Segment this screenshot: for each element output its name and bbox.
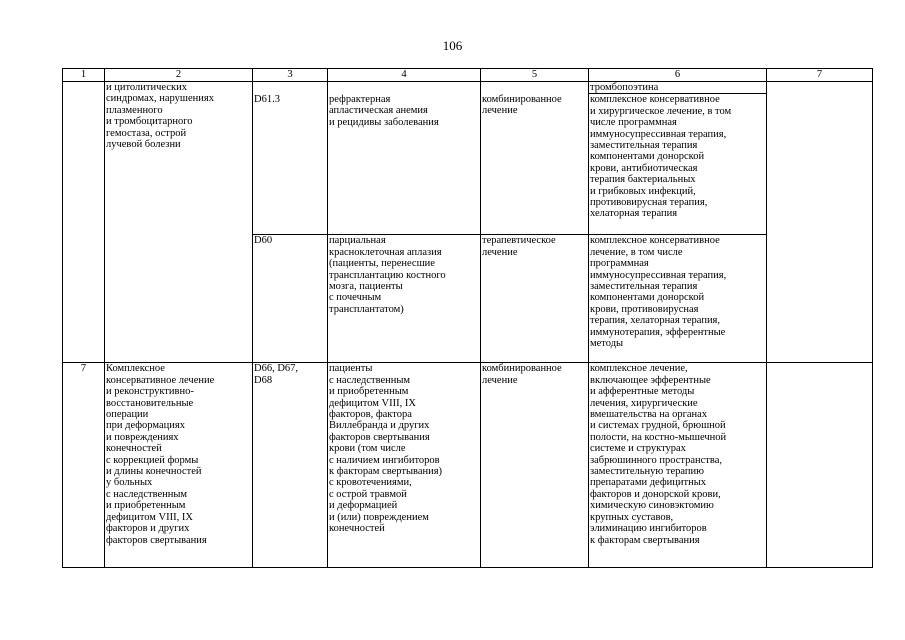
- model-cell: пациенты с наследственным и приобретенным дефицитом VIII, IX факторов, фактора Виллебранда и других факторов свертывания крови (том числе с наличием ингибиторов к факторам свертывания) с кровотечениями, с острой травмой и деформацией и (или) повреждением конечностей: [328, 363, 481, 568]
- column-number-row: [63, 69, 873, 82]
- treatment-type-cell: комбинированное лечение: [481, 94, 589, 235]
- column-number: 5: [481, 69, 589, 82]
- code-cell: [253, 82, 328, 94]
- care-type-name-cell: Комплексное консервативное лечение и реконструктивно- восстановительные операции при деформациях и повреждениях конечностей с коррекцией формы и длины конечностей у больных с наследственным и приобретенным дефицитом VIII, IX факторов и других факторов свертывания: [105, 363, 253, 568]
- code-cell: D66, D67, D68: [253, 363, 328, 568]
- page-number: 106: [442, 38, 463, 53]
- table-row: [63, 363, 873, 568]
- method-cell: комплексное консервативное и хирургическое лечение, в том числе программная иммуносупрессивная терапия, заместительная терапия компонентами донорской крови, антибиотическая терапия бактериальных и грибковых инфекций, противовирусная терапия, хелаторная терапия: [589, 94, 767, 235]
- column-number: 1: [63, 69, 105, 82]
- model-cell: парциальная красноклеточная аплазия (пациенты, перенесшие трансплантацию костного мозга, пациенты с почечным трансплантатом): [328, 235, 481, 363]
- treatment-type-cell: терапевтическое лечение: [481, 235, 589, 363]
- column-7-cell: [767, 82, 873, 363]
- column-number: 7: [767, 69, 873, 82]
- column-number: 3: [253, 69, 328, 82]
- treatment-type-cell: комбинированное лечение: [481, 363, 589, 568]
- code-cell: D61.3: [253, 94, 328, 235]
- model-cell: [328, 82, 481, 94]
- column-number: 2: [105, 69, 253, 82]
- row-number-cell: [63, 82, 105, 363]
- method-cell: комплексное лечение, включающее эфферентные и афферентные методы лечения, хирургические вмешательства на органах и системах грудной, брюшной полости, на костно-мышечной системе и структурах забрюшинного пространства, заместительную терапию препаратами дефицитных факторов и донорской крови, химическую синовэктомию крупных суставов, элиминацию ингибиторов к факторам свертывания: [589, 363, 767, 568]
- table-row: [63, 82, 873, 94]
- model-cell: рефрактерная апластическая анемия и рецидивы заболевания: [328, 94, 481, 235]
- medical-care-table: [62, 68, 873, 568]
- method-cell: тромбопоэтина: [589, 82, 767, 94]
- treatment-type-cell: [481, 82, 589, 94]
- method-cell: комплексное консервативное лечение, в том числе программная иммуносупрессивная терапия, заместительная терапия компонентами донорской крови, противовирусная терапия, хелаторная терапия, иммунотерапия, эфферентные методы: [589, 235, 767, 363]
- row-number-cell: 7: [63, 363, 105, 568]
- code-cell: D60: [253, 235, 328, 363]
- column-7-cell: [767, 363, 873, 568]
- column-number: 6: [589, 69, 767, 82]
- column-number: 4: [328, 69, 481, 82]
- care-type-name-cell: и цитолитических синдромах, нарушениях плазменного и тромбоцитарного гемостаза, острой лучевой болезни: [105, 82, 253, 363]
